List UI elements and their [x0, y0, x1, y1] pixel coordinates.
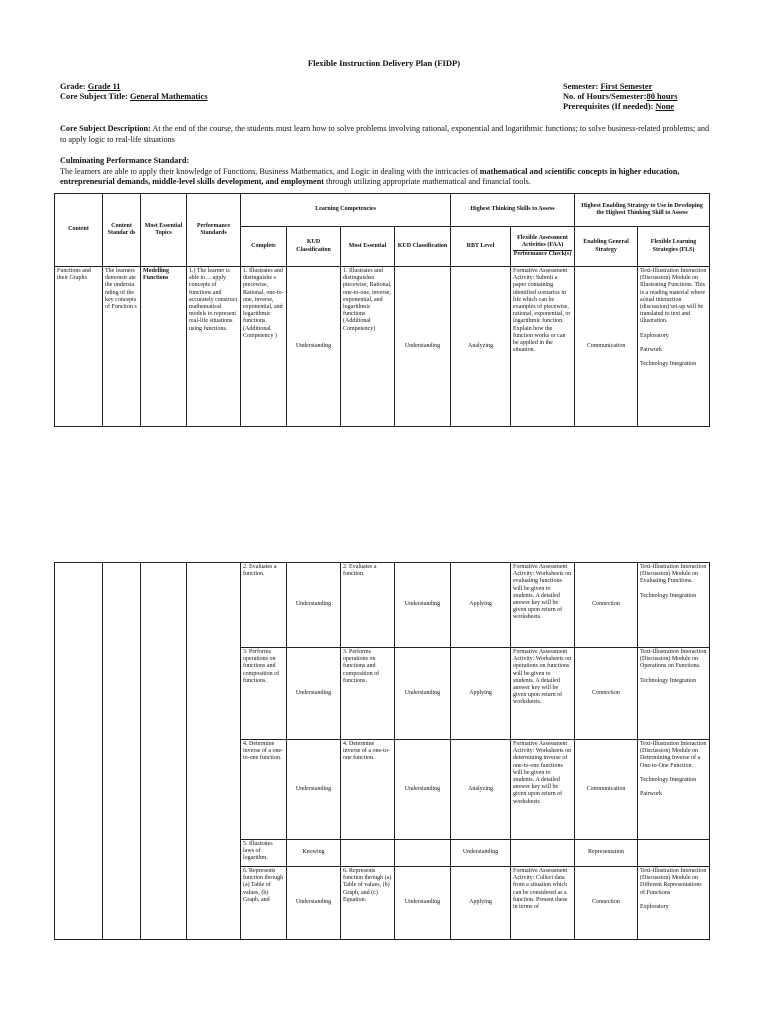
header-enabling-general: Enabling General Strategy	[575, 227, 638, 267]
culminating-text-c: through utilizing appropriate mathematical and financial tools.	[323, 177, 531, 186]
cell-most-essential: 6. Represents function through (a) Table of values, (b) Graph, and (c) Equation.	[341, 867, 395, 940]
header-content: Content	[55, 194, 103, 267]
hours-label: No. of Hours/Semester:	[563, 92, 647, 101]
fidp-table-page-2	[54, 562, 710, 940]
fidp-table-page-1	[54, 193, 710, 427]
cell-faa: Formative Assessment Activity: Worksheets on determining inverse of one-to-one functions will be given to students. A detailed answer key will be given upon return of worksheets	[511, 740, 575, 840]
header-performance-standards: Performance Standards	[187, 194, 241, 267]
cell-kud-1: Understanding	[287, 740, 341, 840]
semester-value: First Semester	[600, 82, 653, 91]
header-highest-enabling: Highest Enabling Strategy to Use in Developing the Highest Thinking Skill to Assess	[575, 194, 710, 227]
subject-value: General Mathematics	[130, 92, 208, 101]
cell-content-empty	[55, 563, 103, 940]
header-highest-thinking: Highest Thinking Skills to Assess	[451, 194, 575, 227]
cell-enabling: Connection	[575, 648, 638, 740]
subject-line	[60, 91, 207, 102]
culminating-label: Culminating Performance Standard:	[60, 156, 190, 165]
fls-item: Text-Illustration Interaction (Discussion) Module on Determining Inverse of a One-to-One Function.	[640, 741, 707, 769]
cell-complete: 5. Illustrates laws of logarithm.	[241, 840, 287, 867]
cell-fls	[638, 563, 710, 648]
cell-most-essential: 1. Illustrates and distinguishes piecewise, Rational, one-to-one, inverse, exponential, and logarithmic functions (Additional Competency)	[341, 267, 395, 427]
cell-faa	[511, 840, 575, 867]
fls-item: Exploratory	[640, 903, 669, 910]
cell-enabling: Communication	[575, 267, 638, 427]
cell-most-essential: 4. Determine inverse of a one-to-one function.	[341, 740, 395, 840]
cell-fls-empty	[638, 840, 710, 867]
cell-enabling: Connection	[575, 867, 638, 940]
header-kud-2: KUD Classification	[395, 227, 451, 267]
subject-label: Core Subject Title:	[60, 92, 128, 101]
culminating-text-a: The learners are able to apply their knowledge of Functions, Business Mathematics, and Logic in dealing with the intricacies of	[60, 166, 480, 176]
cell-fls	[638, 267, 710, 427]
cell-kud-2: Understanding	[395, 563, 451, 648]
cell-most-essential	[341, 840, 395, 867]
grade-value: Grade 11	[87, 82, 121, 91]
cell-fls	[638, 648, 710, 740]
cell-kud-2: Understanding	[395, 648, 451, 740]
cell-enabling: Connection	[575, 563, 638, 648]
cell-kud-1: Understanding	[287, 648, 341, 740]
cell-content: Functions and their Graphs	[55, 267, 103, 427]
cell-kud-1: Knowing	[287, 840, 341, 867]
culminating-standard	[60, 156, 710, 188]
header-fls: Flexible Learning Strategies (FLS)	[638, 227, 710, 267]
cell-rbt: Applying	[451, 867, 511, 940]
cell-enabling: Representation	[575, 840, 638, 867]
header-kud-1: KUD Classification	[287, 227, 341, 267]
cell-rbt: Analyzing	[451, 740, 511, 840]
fls-item: Pairwork	[640, 346, 663, 353]
cell-kud-2	[395, 840, 451, 867]
cell-kud-2: Understanding	[395, 867, 451, 940]
document-title: Flexible Instruction Delivery Plan (FIDP)	[307, 58, 461, 68]
header-rbt-level: RBT Level	[451, 227, 511, 267]
header-performance-check: Performance Check(s)	[513, 251, 572, 258]
cell-topic-empty	[141, 563, 187, 940]
cell-kud-1: Understanding	[287, 563, 341, 648]
header-most-essential-topics: Most Essential Topics	[141, 194, 187, 267]
cell-faa: Formative Assessment Activity: Submit a paper containing identified scenarios in life which can be examples of piecewise, rational, exponential, or logarithmic function. Explain how the function works or can be applied in the situation.	[511, 267, 575, 427]
header-faa-label: Flexible Assessment Activities (FAA)	[513, 235, 572, 251]
header-faa	[511, 227, 575, 267]
cell-kud-1: Understanding	[287, 867, 341, 940]
fls-item: Exploratory	[640, 332, 669, 339]
cell-most-essential: 2. Evaluates a function.	[341, 563, 395, 648]
cell-performance: 1.) The learner is able to… apply concepts of functions and accurately construct mathematical models to represent real-life situations using functions.	[187, 267, 241, 427]
header-learning-competencies: Learning Competencies	[241, 194, 451, 227]
header-complete: Complete	[241, 227, 287, 267]
cell-fls	[638, 867, 710, 940]
fls-item: Text-Illustration Interaction (Discussion) Module on Operations on Functions.	[640, 649, 707, 670]
cell-kud-1: Understanding	[287, 267, 341, 427]
cell-complete: 1. Illustrates and distinguishe s piecewise, Rational, one-to-one, inverse, exponential, and logarithmic functions. (Additional Competency )	[241, 267, 287, 427]
description-label: Core Subject Description:	[60, 124, 151, 133]
cell-faa: Formative Assessment Activity: Worksheets on operations on functions will be given to students. A detailed answer key will be given upon return of worksheets.	[511, 648, 575, 740]
cell-rbt: Applying	[451, 563, 511, 648]
fls-item: Text-Illustration Interaction (Discussion) Module on Illustrating Functions. This is a reading material where actual interaction (discussion) set-up will be translated to text and illustration.	[640, 268, 707, 325]
cell-most-essential: 3. Performs operations on functions and composition of functions.	[341, 648, 395, 740]
cell-complete: 6. Represents function through (a) Table of values, (b) Graph, and	[241, 867, 287, 940]
fls-item: Technology Integration	[640, 677, 697, 684]
cell-standards-empty	[103, 563, 141, 940]
semester-label: Semester:	[563, 82, 599, 91]
prereq-label: Prerequisites (If needed):	[563, 102, 654, 111]
cell-faa: Formative Assessment Activity: Worksheets on evaluating functions will be given to students. A detailed answer key will be given upon return of worksheets.	[511, 563, 575, 648]
fls-item: Text-Illustration Interaction (Discussion) Module on Evaluating Functions.	[640, 564, 707, 585]
cell-complete: 3. Performs operations on functions and composition of functions.	[241, 648, 287, 740]
cell-complete: 2. Evaluates a function.	[241, 563, 287, 648]
fls-item: Technology Integration	[640, 361, 697, 368]
cell-rbt: Applying	[451, 648, 511, 740]
prereq-line	[563, 101, 674, 112]
header-content-standards: Content Standar ds	[103, 194, 141, 267]
prereq-value: None	[655, 102, 675, 111]
table-row	[55, 563, 710, 648]
cell-kud-2: Understanding	[395, 740, 451, 840]
cell-rbt: Analyzing	[451, 267, 511, 427]
cell-fls	[638, 740, 710, 840]
cell-rbt: Understanding	[451, 840, 511, 867]
table-row	[55, 267, 710, 427]
cell-content-standards: The learners demonstr ate the understa nding of the key concepts of Function s	[103, 267, 141, 427]
cell-kud-2: Understanding	[395, 267, 451, 427]
cell-topic: Modelling Functions	[141, 267, 187, 427]
cell-enabling: Communication	[575, 740, 638, 840]
fls-item: Text-Illustration Interaction (Discussion) Module on Different Representations of Functions	[640, 868, 707, 896]
fls-item: Technology Integration	[640, 592, 697, 599]
description-text: At the end of the course, the students must learn how to solve problems involving rational, exponential and logarithmic functions; to solve business-related problems; and to apply logic to real-life situations	[60, 124, 710, 144]
cell-performance-empty	[187, 563, 241, 940]
culminating-text-b: mathematical and scientific concepts in higher education, entrepreneurial demands, middle-level skills development, and employment	[60, 166, 680, 186]
cell-faa: Formative Assessment Activity: Collect data from a situation which can be considered as a function. Present these in terms of	[511, 867, 575, 940]
cell-complete: 4. Determine inverse of a one-to-one function.	[241, 740, 287, 840]
grade-label: Grade:	[60, 82, 86, 91]
header-most-essential: Most Essential	[341, 227, 395, 267]
fls-item: Technology Integration	[640, 776, 697, 783]
hours-value: 80 hours	[646, 92, 678, 101]
core-description	[60, 124, 710, 145]
fls-item: Pairwork	[640, 791, 662, 798]
